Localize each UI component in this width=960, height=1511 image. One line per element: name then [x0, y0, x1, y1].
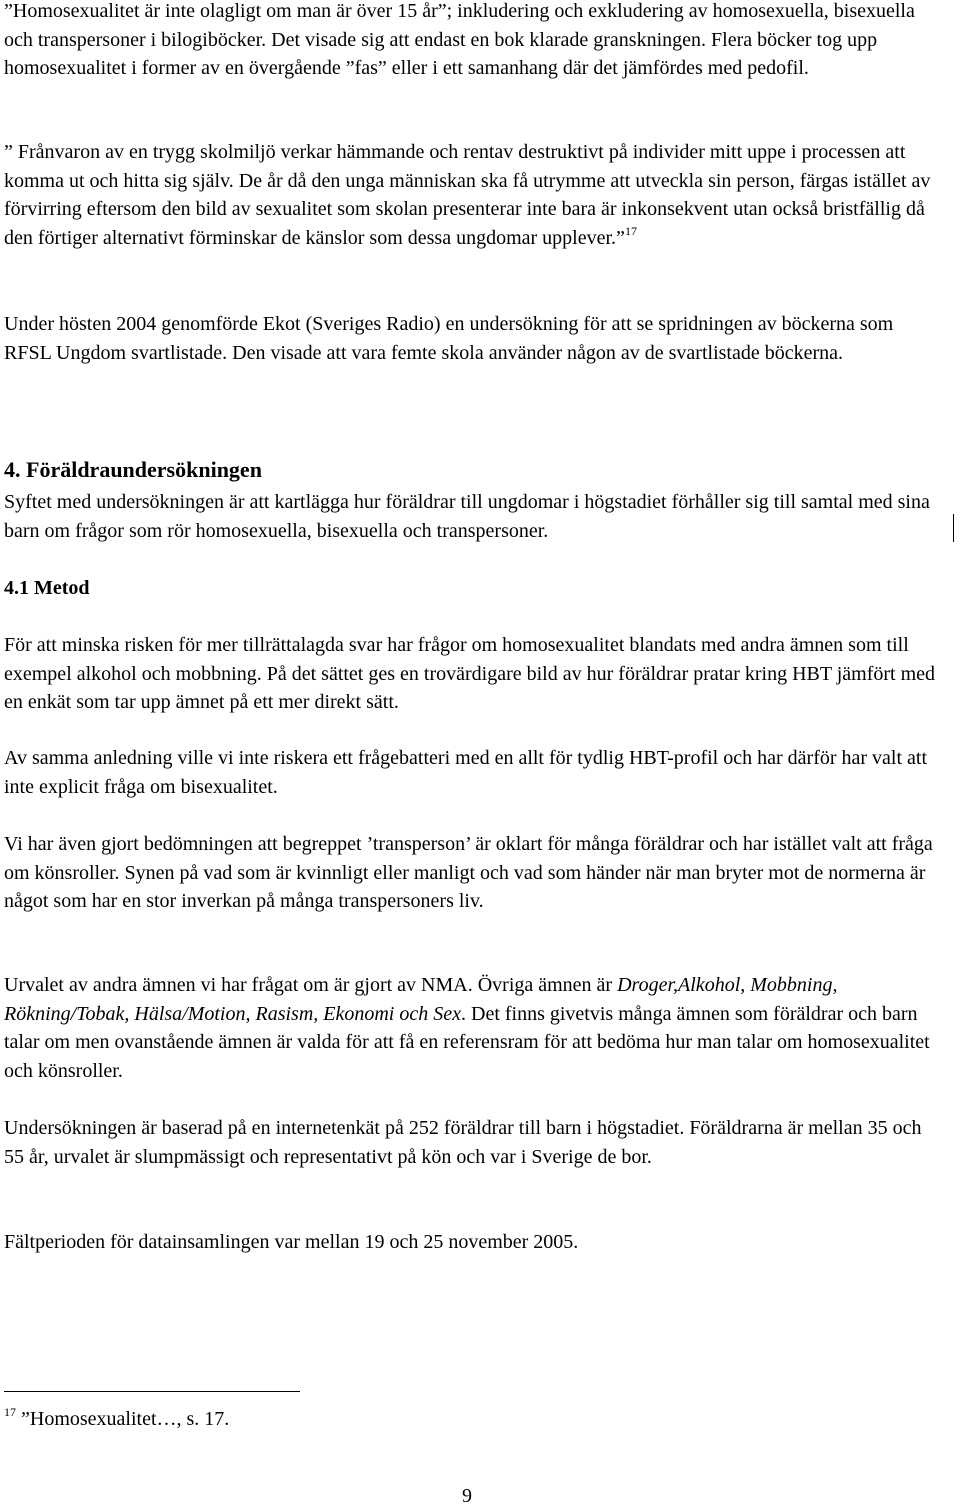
footnote-reference: 17	[624, 223, 637, 238]
change-bar	[953, 514, 954, 542]
section-heading-4-1: 4.1 Metod	[4, 577, 90, 599]
footnote-separator	[4, 1391, 300, 1392]
paragraph-method-2: Av samma anledning ville vi inte riskera ett frågebatteri med en allt för tydlig HBT-profil och har därför har valt att inte explicit fråga om bisexualitet.	[4, 747, 928, 798]
paragraph-method-6: Fältperioden för datainsamlingen var mellan 19 och 25 november 2005.	[4, 1231, 579, 1253]
paragraph-method-1: För att minska risken för mer tillrättalagda svar har frågor om homosexualitet blandats med andra ämnen som till exempel alkohol och mobbning. På det sättet ges en trovärdigare bild av hur föräldrar pratar kring HBT jämfört med en enkät som tar upp ämnet på ett mer direkt sätt.	[4, 634, 936, 713]
page-number: 9	[462, 1485, 472, 1507]
paragraph-ekot: Under hösten 2004 genomförde Ekot (Sveriges Radio) en undersökning för att se spridningen av böckerna som RFSL Ungdom svartlistade. Den visade att vara femte skola använder någon av de svartlistade böckerna.	[4, 313, 894, 364]
paragraph-method-3: Vi har även gjort bedömningen att begreppet ’transperson’ är oklart för många föräldrar och har istället valt att fråga om könsroller. Synen på vad som är kvinnligt eller manligt och vad som händer när man bryter mot de normerna är något som har en stor inverkan på många transpersoners liv.	[4, 833, 933, 912]
paragraph-intro: ”Homosexualitet är inte olagligt om man är över 15 år”; inkludering och exkludering av homosexuella, bisexuella och transpersoner i bilogiböcker. Det visade sig att endast en bok klarade granskningen. Flera böcker tog upp homosexualitet i former av en övergående ”fas” eller i ett samanhang där det jämfördes med pedofil.	[4, 0, 915, 79]
footnote-text: ”Homosexualitet…, s. 17.	[16, 1408, 230, 1430]
paragraph-method-4	[4, 971, 940, 1085]
paragraph-quote	[4, 138, 940, 252]
paragraph-method-5: Undersökningen är baserad på en internetenkät på 252 föräldrar till barn i högstadiet. Föräldrarna är mellan 35 och 55 år, urvalet är slumpmässigt och representativt på kön och var i Sverige de bor.	[4, 1117, 922, 1168]
p8-text-b: . Det finns givetvis många ämnen som föräldrar och barn talar om men ovanstående ämnen är valda för att få en referensram för att bedöma hur man talar om homosexualitet och könsroller.	[4, 1002, 930, 1082]
footnote	[4, 1405, 229, 1434]
p8-topics: Droger,Alkohol, Mobbning, Rökning/Tobak, Hälsa/Motion, Rasism, Ekonomi och Sex	[4, 974, 838, 1025]
paragraph-purpose: Syftet med undersökningen är att kartlägga hur föräldrar till ungdomar i högstadiet förhåller sig till samtal med sina barn om frågor som rör homosexuella, bisexuella och transpersoner.	[4, 491, 930, 542]
footnote-number: 17	[4, 1405, 16, 1419]
section-heading-4: 4. Föräldraundersökningen	[4, 457, 262, 482]
quote-text: ” Frånvaron av en trygg skolmiljö verkar hämmande och rentav destruktivt på individer mitt uppe i processen att komma ut och hitta sig själv. De år då den unga människan ska få utrymme att utveckla sin person, färgas istället av förvirring eftersom den bild av sexualitet som skolan presenterar inte bara är inkonsekvent utan också bristfällig då den förtiger alternativt förminskar de känslor som dessa ungdomar upplever.”	[4, 141, 931, 249]
p8-text-a: Urvalet av andra ämnen vi har frågat om är gjort av NMA. Övriga ämnen är	[4, 974, 618, 996]
